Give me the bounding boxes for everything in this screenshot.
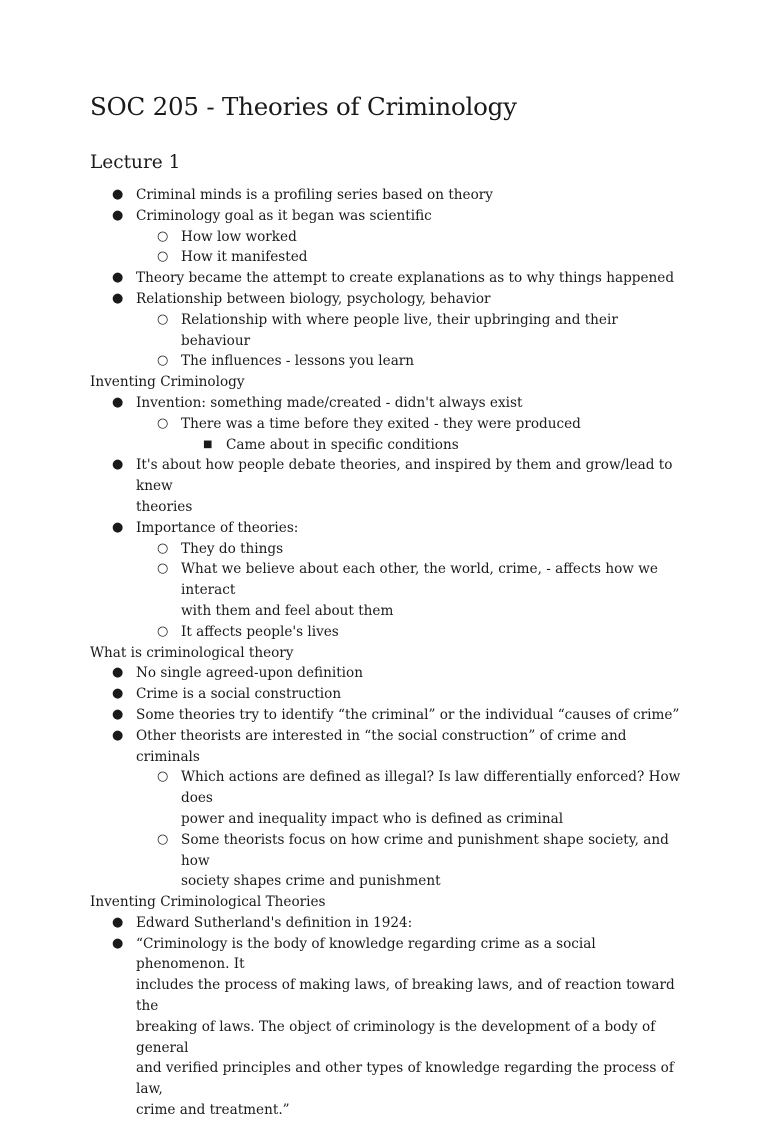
bullet-icon: ● — [112, 187, 124, 202]
bullet-icon: ● — [112, 290, 124, 306]
circle-bullet-icon: ○ — [157, 353, 169, 369]
section-heading: Inventing Criminological Theories — [90, 894, 326, 911]
bullet-icon: ● — [112, 457, 124, 473]
list-item-continuation: crime and treatment.” — [136, 1102, 290, 1119]
list-item: ○ How low worked — [90, 227, 690, 248]
bullet-icon: ● — [112, 935, 124, 951]
list-item: ● Criminal minds is a profiling series based on theory — [90, 185, 690, 206]
circle-bullet-icon: ○ — [157, 249, 169, 265]
list-item: ○ How it manifested — [90, 247, 690, 268]
list-item: ● Importance of theories: — [90, 518, 690, 539]
list-item: ○ They do things — [90, 539, 690, 560]
list-item: ○ It affects people's lives — [90, 622, 690, 643]
list-item: ○ What we believe about each other, the world, crime, - affects how we interact — [157, 561, 658, 599]
circle-bullet-icon: ○ — [157, 540, 169, 556]
list-item: ● Crime is a social construction — [90, 684, 690, 705]
bullet-icon: ● — [112, 706, 124, 722]
list-item-continuation: with them and feel about them — [181, 602, 394, 619]
list-item-continuation: society shapes crime and punishment — [181, 873, 441, 890]
list-item: ○ Some theorists focus on how crime and punishment shape society, and how — [157, 831, 669, 869]
list-item: ● Some theories try to identify “the criminal” or the individual “causes of crime” — [90, 705, 690, 726]
list-item: ● Edward Sutherland's definition in 1924: — [90, 913, 690, 934]
bullet-icon: ● — [112, 394, 124, 410]
circle-bullet-icon: ○ — [157, 831, 169, 847]
section-heading: Inventing Criminology — [90, 374, 245, 391]
list-item: ○ There was a time before they exited - they were produced — [90, 414, 690, 435]
list-item: ● “Criminology is the body of knowledge regarding crime as a social phenomenon. It — [112, 935, 596, 973]
bullet-icon: ● — [112, 207, 124, 223]
bullet-icon: ● — [112, 519, 124, 535]
circle-bullet-icon: ○ — [157, 769, 169, 785]
list-item: ● Invention: something made/created - didn't always exist — [90, 393, 690, 414]
bullet-icon: ● — [112, 686, 124, 702]
document-title: SOC 205 - Theories of Criminology — [90, 92, 517, 121]
lecture-heading: Lecture 1 — [90, 152, 181, 173]
section-heading: What is criminological theory — [90, 644, 294, 661]
notes-body — [90, 185, 690, 1121]
list-item-continuation: and verified principles and other types of knowledge regarding the process of law, — [136, 1060, 674, 1098]
bullet-icon: ● — [112, 727, 124, 743]
bullet-icon: ● — [112, 665, 124, 681]
list-item-continuation: includes the process of making laws, of breaking laws, and of reaction toward the — [136, 977, 675, 1015]
list-item-continuation: breaking of laws. The object of criminology is the development of a body of general — [136, 1018, 656, 1056]
list-item-continuation: power and inequality impact who is defined as criminal — [181, 810, 564, 827]
bullet-icon: ● — [112, 914, 124, 930]
bullet-icon: ● — [112, 270, 124, 286]
list-item: ○ Relationship with where people live, their upbringing and their behaviour — [157, 311, 618, 349]
square-bullet-icon: ■ — [203, 438, 213, 450]
circle-bullet-icon: ○ — [157, 311, 169, 327]
list-item: ● Criminology goal as it began was scientific — [90, 206, 690, 227]
list-item: ● No single agreed-upon definition — [90, 663, 690, 684]
list-item: ● Theory became the attempt to create explanations as to why things happened — [90, 268, 690, 289]
list-item: ● It's about how people debate theories, and inspired by them and grow/lead to knew — [112, 457, 673, 495]
circle-bullet-icon: ○ — [157, 415, 169, 431]
list-item: ○ The influences - lessons you learn — [90, 351, 690, 372]
list-item: ● Relationship between biology, psychology, behavior — [90, 289, 690, 310]
list-item: ● Other theorists are interested in “the social construction” of crime and criminals — [112, 727, 627, 765]
circle-bullet-icon: ○ — [157, 228, 169, 244]
list-item-continuation: theories — [136, 498, 193, 515]
list-item: ■ Came about in specific conditions — [90, 435, 690, 456]
circle-bullet-icon: ○ — [157, 561, 169, 577]
list-item: ○ Which actions are defined as illegal? Is law differentially enforced? How does — [157, 769, 681, 807]
circle-bullet-icon: ○ — [157, 623, 169, 639]
